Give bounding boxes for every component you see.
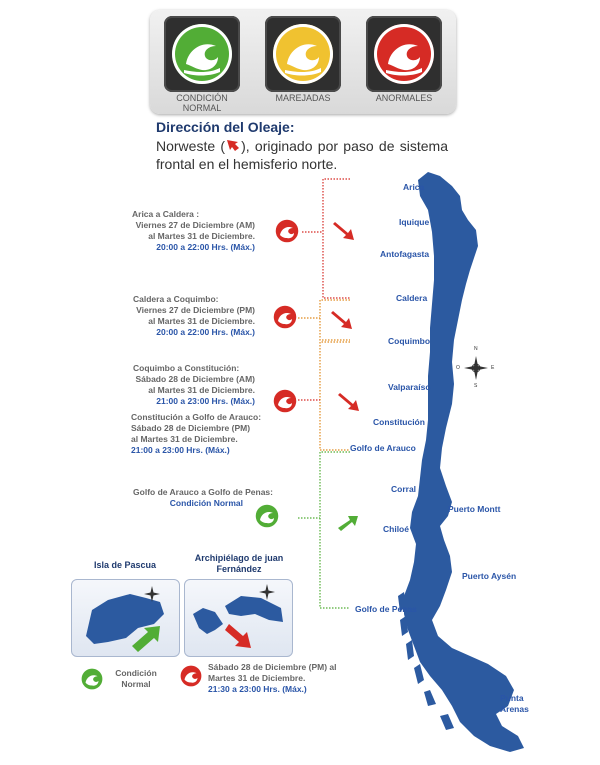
wave-icon bbox=[254, 503, 280, 529]
juan-fernandez-title: Archipiélago de juan Fernández bbox=[194, 553, 284, 574]
city-label: Golfo de Arauco bbox=[350, 443, 416, 453]
isla-de-pascua-title: Isla de Pascua bbox=[93, 560, 157, 570]
marejadas-label: MAREJADAS bbox=[275, 93, 331, 103]
normal-condition-label: CONDICIÓN NORMAL bbox=[176, 93, 228, 113]
city-label: Constitución bbox=[373, 417, 425, 427]
compass-rose-icon bbox=[259, 584, 275, 600]
sector-title: Golfo de Arauco a Golfo de Penas: bbox=[133, 487, 273, 497]
bottom-normal-label: Condición Normal bbox=[115, 668, 157, 689]
sector-arauco-penas bbox=[105, 487, 273, 509]
sector-hours: 20:00 a 22:00 Hrs. (Máx.) bbox=[156, 327, 255, 337]
city-label: Valparaíso bbox=[388, 382, 431, 392]
southeast-arrow-icon bbox=[338, 393, 359, 411]
sector-hours: 21:00 a 23:00 Hrs. (Máx.) bbox=[156, 396, 255, 406]
sector-title: Coquimbo a Constitución: bbox=[133, 363, 240, 373]
city-label: Corral bbox=[391, 484, 417, 494]
anormal-hours: 21:30 a 23:00 Hrs. (Máx.) bbox=[208, 684, 307, 694]
wave-icon bbox=[80, 667, 104, 691]
city-label: Coquimbo bbox=[388, 336, 431, 346]
wave-icon bbox=[274, 218, 300, 244]
bottom-anormal-label bbox=[208, 662, 348, 695]
city-label: Iquique bbox=[399, 217, 430, 227]
city-label: Antofagasta bbox=[380, 249, 430, 259]
compass-o: O bbox=[456, 365, 460, 371]
city-label: Puerto Montt bbox=[448, 504, 501, 514]
sector-title: Caldera a Coquimbo: bbox=[133, 294, 219, 304]
city-label: Golfo de Penas bbox=[355, 604, 417, 614]
sector-end: al Martes 31 de Diciembre. bbox=[131, 434, 238, 444]
southeast-arrow-icon bbox=[333, 222, 354, 240]
city-label: Puerto Aysén bbox=[462, 571, 517, 581]
anormal-line-1: Sábado 28 de Diciembre (PM) al bbox=[208, 662, 337, 672]
wave-icon bbox=[272, 304, 298, 330]
city-label: Punta Arenas bbox=[500, 693, 529, 714]
sector-start: Sábado 28 de Diciembre (PM) bbox=[131, 423, 251, 433]
city-label: Arica bbox=[403, 182, 425, 192]
compass-s: S bbox=[474, 383, 478, 389]
northeast-arrow-icon bbox=[132, 626, 160, 652]
sector-start: Viernes 27 de Diciembre (AM) bbox=[135, 220, 255, 230]
northeast-arrow-icon bbox=[338, 516, 358, 531]
wave-direction-text: Norweste ( ), originado por paso de sistema frontal en el hemisferio norte. bbox=[156, 138, 449, 172]
sector-end: al Martes 31 de Diciembre. bbox=[148, 316, 255, 326]
compass-e: E bbox=[491, 365, 495, 371]
city-label: Chiloé bbox=[383, 524, 409, 534]
sector-hours: 20:00 a 22:00 Hrs. (Máx.) bbox=[156, 242, 255, 252]
anormal-line-2: Martes 31 de Diciembre. bbox=[208, 673, 306, 683]
compass-n: N bbox=[474, 346, 478, 352]
sector-title: Constitución a Golfo de Arauco: bbox=[131, 412, 262, 422]
sector-arica-caldera bbox=[105, 209, 255, 253]
anormales-label: ANORMALES bbox=[375, 93, 433, 103]
wave-direction-title: Dirección del Oleaje: bbox=[156, 119, 295, 135]
sector-hours: 21:00 a 23:00 Hrs. (Máx.) bbox=[131, 445, 230, 455]
sector-coquimbo-constitucion bbox=[105, 363, 255, 407]
sector-title: Arica a Caldera : bbox=[132, 209, 200, 219]
sector-caldera-coquimbo bbox=[105, 294, 255, 338]
southeast-arrow-icon bbox=[225, 624, 251, 648]
sector-start: Sábado 28 de Diciembre (AM) bbox=[135, 374, 255, 384]
wave-icon bbox=[179, 664, 203, 688]
city-label: Caldera bbox=[396, 293, 428, 303]
sector-constitucion-arauco bbox=[105, 412, 267, 456]
juan-fernandez-inset bbox=[184, 579, 293, 657]
isla-de-pascua-inset bbox=[71, 579, 180, 657]
sector-end: al Martes 31 de Diciembre. bbox=[148, 231, 255, 241]
sector-start: Viernes 27 de Diciembre (PM) bbox=[136, 305, 255, 315]
wave-icon bbox=[272, 388, 298, 414]
sector-end: al Martes 31 de Diciembre. bbox=[148, 385, 255, 395]
southeast-arrow-icon bbox=[331, 311, 352, 329]
sector-condition: Condición Normal bbox=[169, 498, 243, 508]
